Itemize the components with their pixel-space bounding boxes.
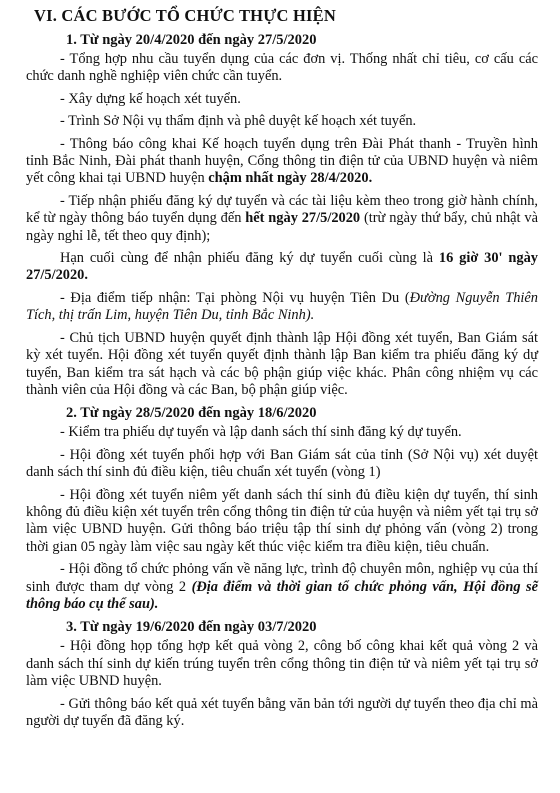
paragraph	[26, 193, 538, 245]
paragraph	[26, 91, 538, 108]
text-run: - Hội đồng xét tuyển phối hợp với Ban Giám sát của tỉnh (Sở Nội vụ) xét duyệt danh sách thí sinh đủ điều kiện, tiêu chuẩn xét tuyển (vòng 1)	[26, 446, 538, 481]
paragraph	[26, 330, 538, 400]
phase-section	[26, 619, 538, 730]
paragraph	[26, 113, 538, 130]
phases-container	[26, 32, 538, 730]
paragraph	[26, 638, 538, 690]
text-run: 16 giờ 30' ngày 27/5/2020.	[26, 250, 538, 284]
text-run: (Địa điểm và thời gian tổ chức phỏng vấn, Hội đồng sẽ thông báo cụ thể sau).	[26, 578, 538, 612]
text-run: - Kiểm tra phiếu dự tuyển và lập danh sách thí sinh đăng ký dự tuyển.	[60, 424, 462, 441]
paragraph	[26, 424, 538, 441]
text-run: - Xây dựng kế hoạch xét tuyển.	[60, 90, 241, 107]
paragraph	[26, 136, 538, 188]
paragraph	[26, 561, 538, 613]
text-run: - Gửi thông báo kết quả xét tuyển bằng văn bản tới người dự tuyển theo địa chỉ mà người dự tuyển đã đăng ký.	[26, 695, 538, 729]
text-run: - Chủ tịch UBND huyện quyết định thành lập Hội đồng xét tuyển, Ban Giám sát kỳ xét tuyển. Hội đồng xét tuyển quyết định thành lập Ban kiểm tra phiếu đăng ký dự tuyển, Ban kiểm tra sát hạch và các bộ phận giúp việc khác. Phân công nhiệm vụ các thành viên của Hội đồng và các Ban, bộ phận giúp việc.	[26, 329, 538, 398]
phase-section	[26, 405, 538, 613]
paragraph	[26, 290, 538, 325]
section-title: VI. CÁC BƯỚC TỔ CHỨC THỰC HIỆN	[34, 6, 336, 25]
phase-title: 1. Từ ngày 20/4/2020 đến ngày 27/5/2020	[66, 32, 317, 48]
text-run: hết ngày 27/5/2020	[245, 210, 361, 227]
text-run: - Trình Sở Nội vụ thẩm định và phê duyệt kế hoạch xét tuyển.	[60, 113, 417, 130]
text-run: - Thông báo công khai Kế hoạch tuyển dụng trên Đài Phát thanh - Truyền hình tỉnh Bắc Ninh, Đài phát thanh huyện, Cổng thông tin điện tử của UBND huyện và niêm yết công khai tại UBND huyện	[26, 135, 538, 187]
paragraph	[26, 696, 538, 731]
paragraph	[26, 487, 538, 557]
text-run: (trừ ngày thứ bẩy, chủ nhật và ngày nghỉ lễ, tết theo quy định);	[26, 210, 538, 244]
paragraph	[26, 250, 538, 285]
text-run: - Địa điểm tiếp nhận: Tại phòng Nội vụ huyện Tiên Du (	[60, 289, 410, 306]
text-run: - Hội đồng họp tổng hợp kết quả vòng 2, công bố công khai kết quả vòng 2 và danh sách thí sinh dự kiến trúng tuyển trên cổng thông tin điện tử và niêm yết tại trụ sở làm việc UBND huyện.	[26, 638, 538, 690]
phase-section	[26, 32, 538, 399]
paragraph	[26, 51, 538, 86]
text-run: Hạn cuối cùng để nhận phiếu đăng ký dự tuyển cuối cùng là	[60, 250, 439, 267]
text-run: - Hội đồng tổ chức phỏng vấn về năng lực, trình độ chuyên môn, nghiệp vụ của thí sinh được tham dự vòng 2	[26, 561, 538, 595]
text-run: Đường Nguyễn Thiên Tích, thị trấn Lim, huyện Tiên Du, tỉnh Bắc Ninh).	[26, 289, 538, 324]
text-run: chậm nhất ngày 28/4/2020.	[208, 170, 373, 187]
text-run: - Tổng hợp nhu cầu tuyển dụng của các đơn vị. Thống nhất chỉ tiêu, cơ cấu các chức danh nghề nghiệp viên chức cần tuyển.	[26, 51, 538, 85]
paragraph	[26, 447, 538, 482]
text-run: - Tiếp nhận phiếu đăng ký dự tuyển và các tài liệu kèm theo trong giờ hành chính, kể từ ngày thông báo tuyển dụng đến	[26, 192, 538, 227]
phase-title: 2. Từ ngày 28/5/2020 đến ngày 18/6/2020	[66, 405, 317, 422]
phase-title: 3. Từ ngày 19/6/2020 đến ngày 03/7/2020	[66, 619, 317, 636]
text-run: - Hội đồng xét tuyển niêm yết danh sách thí sinh đủ điều kiện dự tuyển, thí sinh không đủ điều kiện xét tuyển trên cổng thông tin điện tử của huyện và niêm yết tại trụ sở làm việc UBND huyện. Gửi thông báo triệu tập thí sinh dự phỏng vấn (vòng 2) trong thời gian 05 ngày làm việc sau ngày kết thúc việc kiểm tra điều kiện, tiêu chuẩn.	[26, 486, 538, 555]
